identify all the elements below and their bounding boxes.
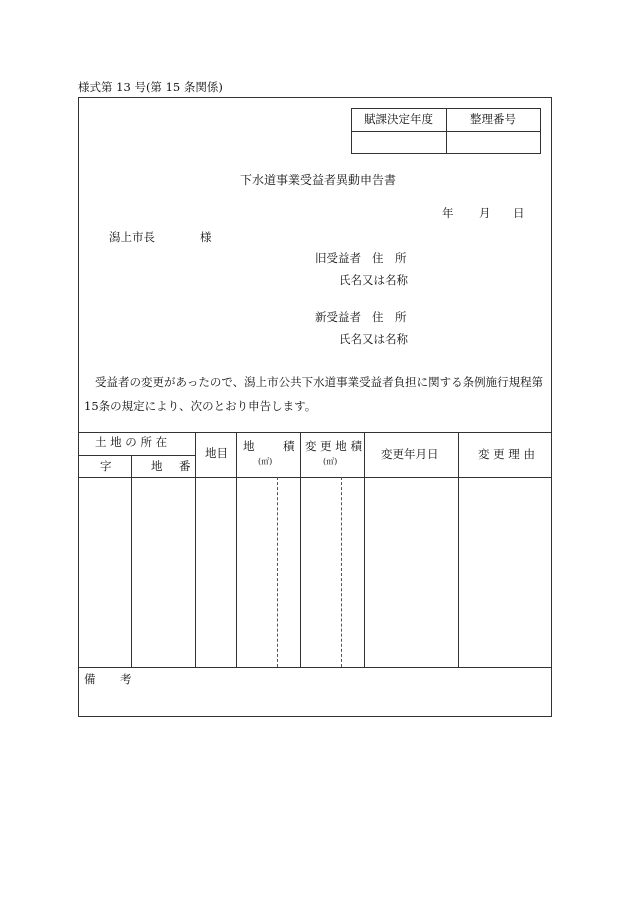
statement-line-2: 15条の規定により、次のとおり申告します。	[84, 399, 317, 413]
new-address-label: 住 所	[372, 310, 407, 324]
change-reason-header: 変 更 理 由	[478, 447, 535, 461]
remarks-label-1: 備	[84, 672, 96, 686]
change-date-cell[interactable]	[365, 478, 458, 667]
remarks-label-2: 考	[120, 672, 132, 686]
area-unit: (㎡)	[258, 457, 273, 466]
addressee-name: 潟上市長	[109, 230, 155, 244]
date-day-label: 日	[513, 206, 525, 220]
date-year-label: 年	[442, 206, 454, 220]
area-header-1: 地	[243, 439, 255, 453]
area-header-2: 積	[283, 439, 295, 453]
change-reason-cell[interactable]	[459, 478, 551, 667]
statement-line-1: 受益者の変更があったので、潟上市公共下水道事業受益者負担に関する条例施行規程第	[95, 375, 544, 389]
chimoku-cell[interactable]	[196, 478, 236, 667]
old-address-label: 住 所	[372, 251, 407, 265]
chimoku-header: 地目	[205, 446, 228, 460]
area-cell[interactable]	[237, 478, 300, 667]
chiban-header-2: 番	[179, 459, 191, 473]
form-number: 様式第 13 号(第 15 条関係)	[78, 80, 223, 94]
office-number-header: 整理番号	[470, 112, 516, 126]
remarks-field[interactable]	[135, 668, 551, 716]
changed-area-cell[interactable]	[301, 478, 364, 667]
old-beneficiary-label: 旧受益者	[315, 251, 361, 265]
location-header: 土 地 の 所 在	[95, 435, 168, 449]
changed-area-unit: (㎡)	[323, 457, 338, 466]
chiban-cell[interactable]	[132, 478, 195, 667]
new-beneficiary-label: 新受益者	[315, 310, 361, 324]
change-date-header: 変更年月日	[381, 447, 439, 461]
office-number-field[interactable]	[446, 131, 540, 153]
aza-header: 字	[100, 459, 112, 473]
changed-area-header: 変 更 地 積	[305, 439, 362, 453]
form-title: 下水道事業受益者異動申告書	[240, 173, 397, 187]
date-month-label: 月	[479, 206, 491, 220]
chiban-header-1: 地	[151, 459, 163, 473]
old-name-label: 氏名又は名称	[339, 273, 408, 287]
addressee-honorific: 様	[200, 230, 212, 244]
new-name-label: 氏名又は名称	[339, 332, 408, 346]
office-year-field[interactable]	[352, 131, 445, 153]
office-year-header: 賦課決定年度	[364, 112, 433, 126]
aza-cell[interactable]	[79, 478, 131, 667]
